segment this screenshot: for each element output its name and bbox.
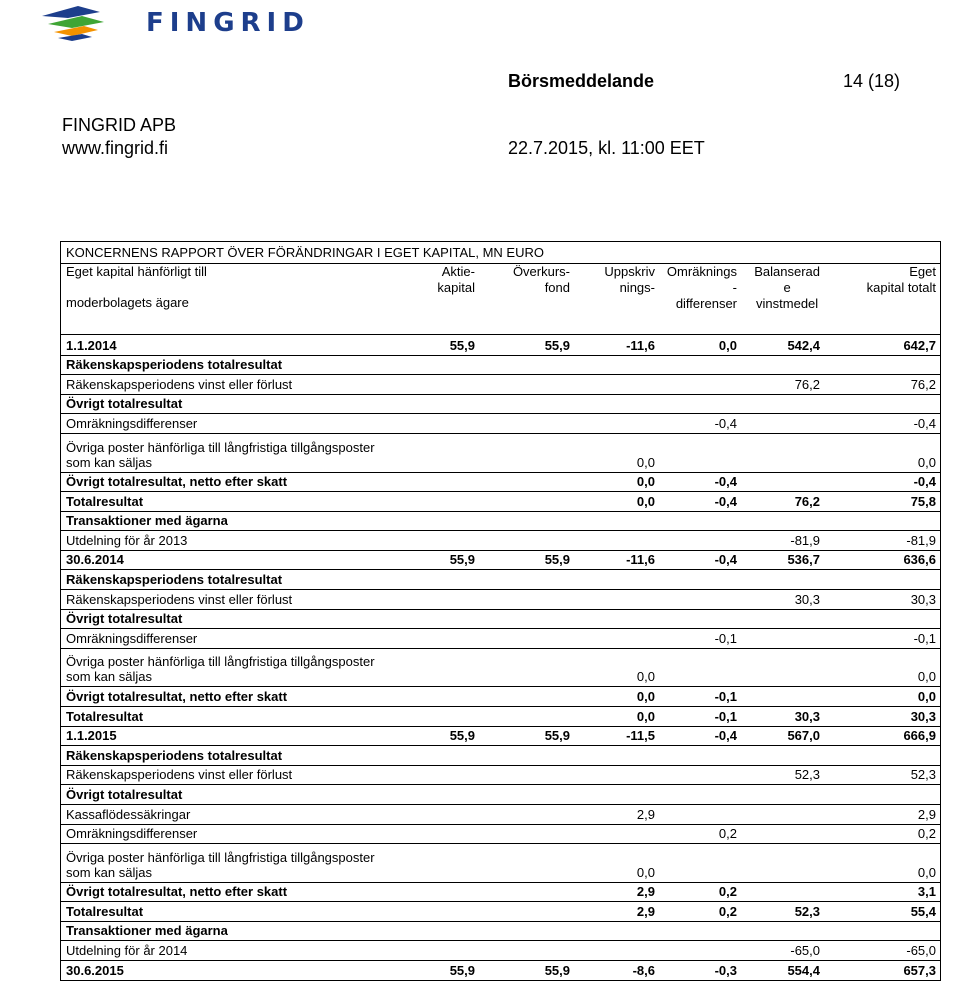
row-label: Övrigt totalresultat <box>66 611 183 627</box>
table-cell: 657,3 <box>903 962 936 978</box>
row-label: Övrigt totalresultat, netto efter skatt <box>66 884 288 900</box>
table-cell: -0,4 <box>913 474 936 490</box>
row-label: Totalresultat <box>66 708 144 724</box>
col-header-share-capital: Aktie- kapital <box>437 264 475 295</box>
table-row <box>61 726 940 747</box>
table-row <box>61 648 940 688</box>
table-cell: 0,2 <box>917 826 936 842</box>
table-row <box>61 491 940 512</box>
company-name: FINGRID APB <box>62 115 177 135</box>
table-row <box>61 628 940 649</box>
row-label: Kassaflödessäkringar <box>66 806 191 822</box>
table-cell: -11,6 <box>626 337 655 353</box>
table-cell: 76,2 <box>794 376 820 392</box>
row-label <box>66 654 375 684</box>
table-cell: -0,1 <box>714 630 737 646</box>
row-label: Övrigt totalresultat, netto efter skatt <box>66 688 288 704</box>
table-cell: 0,0 <box>917 454 936 470</box>
table-cell: 0,0 <box>636 688 655 704</box>
row-label: Räkenskapsperiodens totalresultat <box>66 747 283 763</box>
table-cell: 0,0 <box>718 337 737 353</box>
table-cell: -81,9 <box>790 532 820 548</box>
table-cell: 0,0 <box>917 688 936 704</box>
table-row <box>61 550 940 571</box>
row-label: 1.1.2014 <box>66 337 117 353</box>
row-label: Totalresultat <box>66 903 144 919</box>
table-cell: 55,9 <box>449 962 475 978</box>
row-label: Transaktioner med ägarna <box>66 923 228 939</box>
row-label: Omräkningsdifferenser <box>66 630 198 646</box>
table-cell: 666,9 <box>903 728 936 744</box>
table-cell: 55,4 <box>910 903 936 919</box>
table-row <box>61 765 940 786</box>
table-cell: 2,9 <box>917 806 936 822</box>
table-row <box>61 686 940 707</box>
table-cell: 0,0 <box>636 669 655 685</box>
table-cell: 0,0 <box>917 864 936 880</box>
table-row <box>61 589 940 610</box>
table-cell: 55,9 <box>544 337 570 353</box>
table-row <box>61 394 940 415</box>
table-cell: 55,9 <box>449 728 475 744</box>
table-row <box>61 374 940 395</box>
table-cell: 30,3 <box>794 708 820 724</box>
table-row <box>61 433 940 473</box>
table-cell: -0,4 <box>714 552 737 568</box>
table-row <box>61 921 940 942</box>
table-title: KONCERNENS RAPPORT ÖVER FÖRÄNDRINGAR I EGET KAPITAL, MN EURO <box>66 245 544 260</box>
table-row <box>61 784 940 805</box>
row-label: Räkenskapsperiodens vinst eller förlust <box>66 376 293 392</box>
logo-wordmark: FINGRID <box>146 8 310 38</box>
table-cell: -0,4 <box>714 493 737 509</box>
table-cell: 554,4 <box>787 962 820 978</box>
row-label-line-2: som kan säljas <box>66 454 152 470</box>
row-label-line-1: Övriga poster hänförliga till långfristiga tillgångsposter <box>66 654 375 670</box>
table-row <box>61 960 940 981</box>
website-link[interactable]: www.fingrid.fi <box>62 138 169 158</box>
row-label: Transaktioner med ägarna <box>66 513 228 529</box>
table-row <box>61 472 940 493</box>
table-cell: 52,3 <box>910 767 936 783</box>
table-row <box>61 824 940 845</box>
table-cell: 55,9 <box>449 337 475 353</box>
table-row <box>61 745 940 766</box>
col-header-retained: Balanserad e vinstmedel <box>754 264 820 311</box>
table-cell: 542,4 <box>787 337 820 353</box>
table-cell: 75,8 <box>910 493 936 509</box>
table-cell: 0,2 <box>718 903 737 919</box>
table-cell: 30,3 <box>794 591 820 607</box>
table-cell: 30,3 <box>910 591 936 607</box>
table-row <box>61 530 940 551</box>
row-label-line-2: som kan säljas <box>66 669 152 685</box>
row-label: Totalresultat <box>66 493 144 509</box>
table-cell: 567,0 <box>787 728 820 744</box>
row-label-line-1: Övriga poster hänförliga till långfristiga tillgångsposter <box>66 439 375 455</box>
header-owner-label: Eget kapital hänförligt till <box>66 264 207 279</box>
table-cell: 55,9 <box>544 728 570 744</box>
row-label: Övrigt totalresultat <box>66 786 183 802</box>
table-cell: -0,4 <box>714 415 737 431</box>
table-row <box>61 355 940 376</box>
table-row <box>61 706 940 727</box>
row-label: Räkenskapsperiodens vinst eller förlust <box>66 767 293 783</box>
table-row <box>61 413 940 434</box>
table-row <box>61 901 940 922</box>
col-header-total: Eget kapital totalt <box>866 264 936 295</box>
table-cell: 0,0 <box>636 708 655 724</box>
row-label: 1.1.2015 <box>66 728 117 744</box>
row-label: Räkenskapsperiodens totalresultat <box>66 357 283 373</box>
row-label: Räkenskapsperiodens totalresultat <box>66 572 283 588</box>
table-cell: 76,2 <box>910 376 936 392</box>
logo-emblem-icon <box>38 2 108 42</box>
table-cell: 52,3 <box>794 903 820 919</box>
table-row <box>61 882 940 903</box>
table-cell: 636,6 <box>903 552 936 568</box>
table-cell: 0,2 <box>718 884 737 900</box>
table-cell: -81,9 <box>906 532 936 548</box>
table-cell: 55,9 <box>544 552 570 568</box>
table-cell: 0,0 <box>917 669 936 685</box>
row-label: Räkenskapsperiodens vinst eller förlust <box>66 591 293 607</box>
table-cell: 0,2 <box>718 826 737 842</box>
table-row <box>61 609 940 630</box>
table-cell: -0,1 <box>714 708 737 724</box>
table-cell: -11,6 <box>626 552 655 568</box>
table-cell: -11,5 <box>626 728 655 744</box>
table-cell: -65,0 <box>906 943 936 959</box>
table-cell: -0,1 <box>913 630 936 646</box>
table-cell: 0,0 <box>636 454 655 470</box>
table-row <box>61 570 940 591</box>
table-cell: 2,9 <box>636 884 655 900</box>
table-row <box>61 804 940 825</box>
table-cell: 30,3 <box>910 708 936 724</box>
table-row <box>61 335 940 356</box>
table-cell: 2,9 <box>636 806 655 822</box>
row-label-line-1: Övriga poster hänförliga till långfristiga tillgångsposter <box>66 849 375 865</box>
page-number: 14 (18) <box>843 71 901 91</box>
row-label: Utdelning för år 2014 <box>66 943 188 959</box>
table-cell: 0,0 <box>636 493 655 509</box>
table-row <box>61 511 940 532</box>
table-cell: -0,4 <box>714 474 737 490</box>
row-label <box>66 850 375 880</box>
equity-changes-table <box>60 241 941 981</box>
fingrid-logo <box>38 2 310 42</box>
table-cell: 55,9 <box>449 552 475 568</box>
table-cell: -0,1 <box>714 688 737 704</box>
table-cell: 0,0 <box>636 864 655 880</box>
row-label: Övrigt totalresultat <box>66 396 183 412</box>
document-type: Börsmeddelande <box>508 71 655 91</box>
header-owner-label-2: moderbolagets ägare <box>66 295 189 310</box>
release-date: 22.7.2015, kl. 11:00 EET <box>508 138 705 158</box>
col-header-share-premium: Överkurs- fond <box>512 264 570 295</box>
table-cell: 2,9 <box>636 903 655 919</box>
col-header-translation: Omräknings - differenser <box>666 264 737 311</box>
table-row <box>61 941 940 962</box>
table-cell: -0,4 <box>714 728 737 744</box>
table-cell: -8,6 <box>632 962 655 978</box>
col-header-revaluation: Uppskriv nings- <box>604 264 655 295</box>
row-label <box>66 440 375 470</box>
table-cell: 55,9 <box>544 962 570 978</box>
table-cell: 642,7 <box>903 337 936 353</box>
row-label: Omräkningsdifferenser <box>66 415 198 431</box>
row-label: Utdelning för år 2013 <box>66 532 188 548</box>
table-cell: 76,2 <box>794 493 820 509</box>
table-row <box>61 843 940 883</box>
table-cell: 0,0 <box>636 474 655 490</box>
row-label: 30.6.2014 <box>66 552 124 568</box>
row-label: Övrigt totalresultat, netto efter skatt <box>66 474 288 490</box>
row-label-line-2: som kan säljas <box>66 864 152 880</box>
table-cell: -0,4 <box>913 415 936 431</box>
table-cell: -65,0 <box>790 943 820 959</box>
row-label: Omräkningsdifferenser <box>66 826 198 842</box>
table-cell: 536,7 <box>787 552 820 568</box>
row-label: 30.6.2015 <box>66 962 124 978</box>
table-cell: 52,3 <box>794 767 820 783</box>
table-cell: 3,1 <box>917 884 936 900</box>
table-cell: -0,3 <box>714 962 737 978</box>
